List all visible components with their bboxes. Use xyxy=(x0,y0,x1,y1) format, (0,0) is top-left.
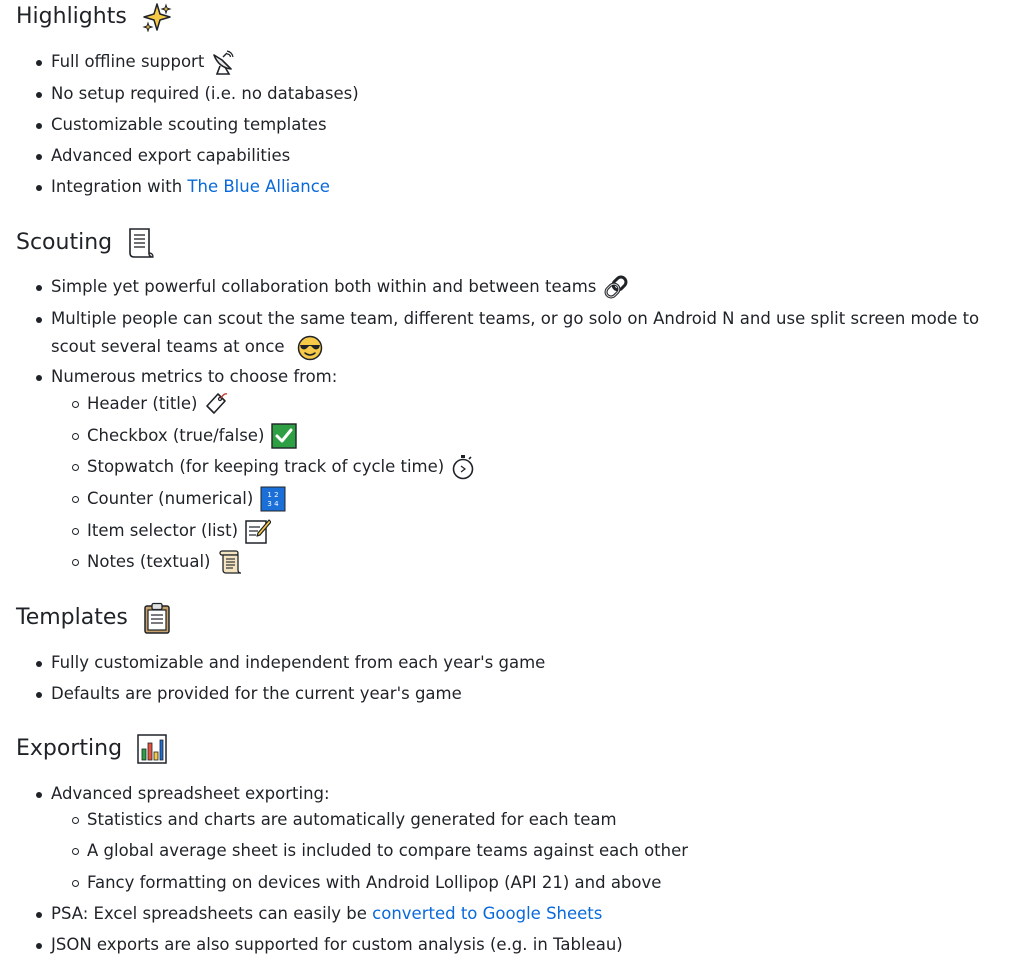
list-item: Advanced spreadsheet exporting: xyxy=(51,780,330,808)
list-item: Full offline support xyxy=(51,48,235,76)
list-item: Stopwatch (for keeping track of cycle time) xyxy=(87,453,475,481)
list-item: No setup required (i.e. no databases) xyxy=(51,80,359,108)
list-item: Statistics and charts are automatically generated for each team xyxy=(87,806,617,834)
list-item: Counter (numerical) 1 2 3 4 xyxy=(87,485,286,513)
numbers-1234-icon xyxy=(260,486,286,512)
list-item: Defaults are provided for the current year's game xyxy=(51,680,462,708)
clipboard-icon xyxy=(143,602,171,634)
list-item: Multiple people can scout the same team, different teams, or go solo on Android N and use split screen mode to scout several teams at once xyxy=(51,305,1001,361)
scouting-title: Scouting xyxy=(16,230,113,255)
satellite-dish-icon xyxy=(211,49,235,75)
list-item: Checkbox (true/false) xyxy=(87,422,297,450)
label-tag-icon xyxy=(204,391,228,417)
sunglasses-face-icon xyxy=(297,335,323,361)
list-item: A global average sheet is included to compare teams against each other xyxy=(87,837,688,865)
scouting-heading xyxy=(16,227,155,259)
google-sheets-link[interactable]: converted to Google Sheets xyxy=(372,904,603,923)
list-item: Integration with The Blue Alliance xyxy=(51,173,330,201)
list-item: Advanced export capabilities xyxy=(51,142,290,170)
sparkles-icon xyxy=(142,2,172,32)
svg-text:3 4: 3 4 xyxy=(267,500,279,508)
list-item: Customizable scouting templates xyxy=(51,111,327,139)
page-icon xyxy=(127,227,155,259)
bar-chart-icon xyxy=(137,734,167,764)
list-item: Fancy formatting on devices with Android Lollipop (API 21) and above xyxy=(87,869,661,897)
highlights-title: Highlights xyxy=(16,4,127,29)
templates-heading xyxy=(16,602,171,634)
blue-alliance-link[interactable]: The Blue Alliance xyxy=(187,177,330,196)
scroll-icon xyxy=(218,549,244,575)
check-mark-button-icon xyxy=(271,423,297,449)
list-item: Fully customizable and independent from each year's game xyxy=(51,649,545,677)
list-item: JSON exports are also supported for custom analysis (e.g. in Tableau) xyxy=(51,931,623,959)
memo-icon xyxy=(245,518,271,544)
templates-title: Templates xyxy=(16,605,128,630)
list-item: Notes (textual) xyxy=(87,548,244,576)
stopwatch-icon xyxy=(451,454,475,480)
list-item: Simple yet powerful collaboration both within and between teams xyxy=(51,273,629,301)
list-item: Item selector (list) xyxy=(87,517,271,545)
list-item: Numerous metrics to choose from: xyxy=(51,363,337,391)
exporting-heading xyxy=(16,734,167,764)
list-item: PSA: Excel spreadsheets can easily be converted to Google Sheets xyxy=(51,900,602,928)
highlights-heading xyxy=(16,2,172,32)
link-icon xyxy=(603,274,629,300)
svg-text:1 2: 1 2 xyxy=(267,491,279,499)
exporting-title: Exporting xyxy=(16,736,123,761)
list-item: Header (title) xyxy=(87,390,228,418)
